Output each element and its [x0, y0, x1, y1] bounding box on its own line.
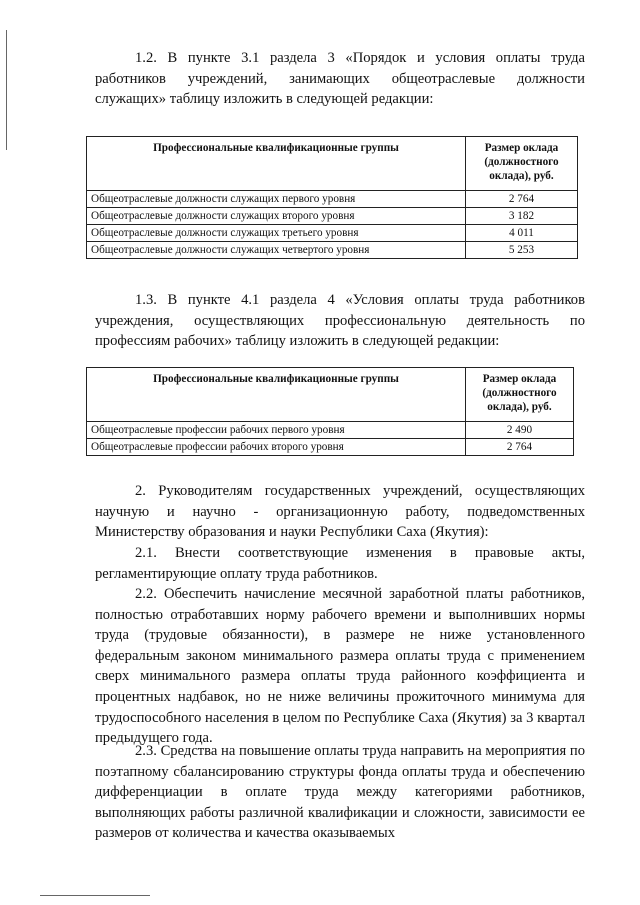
table-office-positions [86, 136, 578, 259]
paragraph-1-3: 1.3. В пункте 4.1 раздела 4 «Условия оплаты труда работников учреждения, осуществляющих профессиональную деятельность по профессиям рабочих» таблицу изложить в следующей редакции: [95, 292, 585, 350]
paragraph-2: 2. Руководителям государственных учреждений, осуществляющих научную и научно - организационную работу, подведомственных Министерству образования и науки Республики Саха (Якутия): [95, 483, 585, 541]
header-salary: Размер оклада (должностного оклада), руб. [466, 137, 578, 191]
cell-salary: 5 253 [466, 242, 578, 259]
table-header-row [87, 368, 574, 422]
scan-bottom-mark [40, 895, 150, 896]
header-group: Профессиональные квалификационные группы [87, 137, 466, 191]
cell-group: Общеотраслевые профессии рабочих второго уровня [87, 439, 466, 456]
header-group: Профессиональные квалификационные группы [87, 368, 466, 422]
cell-salary: 2 764 [466, 439, 574, 456]
header-salary: Размер оклада (должностного оклада), руб. [466, 368, 574, 422]
table-row [87, 242, 578, 259]
table-row [87, 191, 578, 208]
table-worker-professions [86, 367, 574, 456]
cell-salary: 3 182 [466, 208, 578, 225]
cell-salary: 2 764 [466, 191, 578, 208]
cell-group: Общеотраслевые профессии рабочих первого уровня [87, 422, 466, 439]
paragraph-2-2: 2.2. Обеспечить начисление месячной заработной платы работников, полностью отработавших норму рабочего времени и выполнивших нормы труда (трудовые обязанности), в размере не ниже установленного федеральным законом минимального размера оплаты труда с применением сверх минимального размера оплаты труда районного коэффициента и процентных надбавок, но не ниже величины прожиточного минимума для трудоспособного населения в целом по Республике Саха (Якутия) за 3 квартал предыдущего года. [95, 586, 585, 747]
table-row [87, 422, 574, 439]
scan-edge-mark [6, 30, 7, 150]
table-row [87, 225, 578, 242]
paragraph-2-1: 2.1. Внести соответствующие изменения в правовые акты, регламентирующие оплату труда работников. [95, 545, 585, 582]
paragraph-2-3: 2.3. Средства на повышение оплаты труда направить на мероприятия по поэтапному сбалансированию структуры фонда оплаты труда и обеспечению дифференциации в оплате труда между категориями работников, выполняющих работы различной квалификации и сложности, зависимости ее размеров от количества и качества оказываемых [95, 743, 585, 842]
cell-group: Общеотраслевые должности служащих четвертого уровня [87, 242, 466, 259]
table-header-row [87, 137, 578, 191]
cell-salary: 4 011 [466, 225, 578, 242]
table-row [87, 439, 574, 456]
cell-salary: 2 490 [466, 422, 574, 439]
table-row [87, 208, 578, 225]
cell-group: Общеотраслевые должности служащих второго уровня [87, 208, 466, 225]
cell-group: Общеотраслевые должности служащих первого уровня [87, 191, 466, 208]
cell-group: Общеотраслевые должности служащих третьего уровня [87, 225, 466, 242]
paragraph-1-2: 1.2. В пункте 3.1 раздела 3 «Порядок и условия оплаты труда работников учреждений, занимающих общеотраслевые должности служащих» таблицу изложить в следующей редакции: [95, 50, 585, 108]
